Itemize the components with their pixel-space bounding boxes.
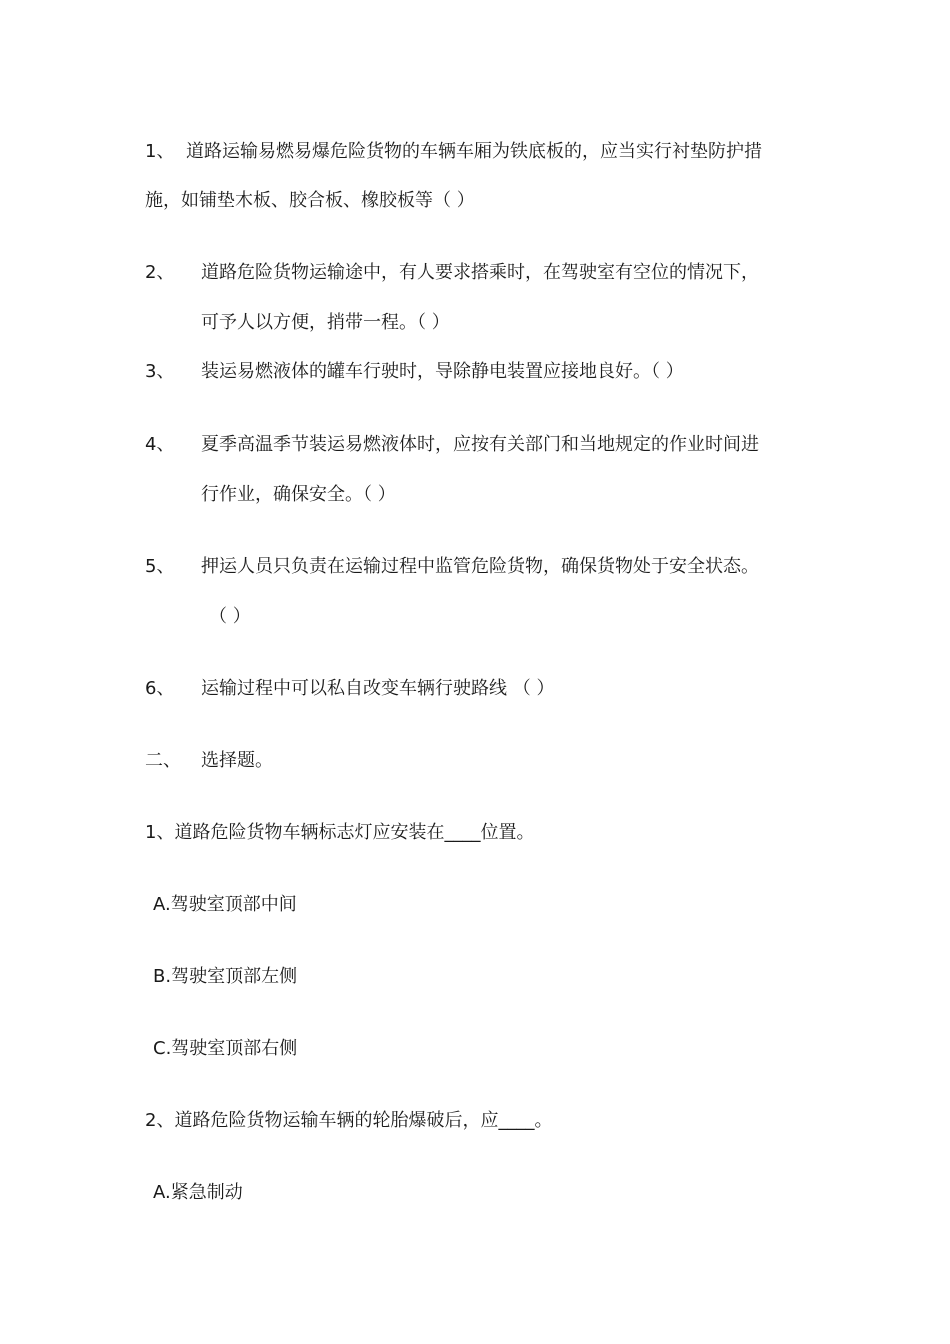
- question-5-number: 5、: [145, 556, 175, 577]
- question-5-text-line-1: 押运人员只负责在运输过程中监管危险货物，确保货物处于安全状态。: [201, 556, 759, 577]
- question-1-text-line-1: 道路运输易燃易爆危险货物的车辆车厢为铁底板的，应当实行衬垫防护措: [186, 141, 762, 162]
- choice-question-1-option-b: B.驾驶室顶部左侧: [153, 966, 298, 987]
- question-6-number: 6、: [145, 678, 175, 699]
- choice-question-1-option-a: A.驾驶室顶部中间: [153, 894, 297, 915]
- question-6-text-line-1: 运输过程中可以私自改变车辆行驶路线 （ ）: [201, 678, 555, 699]
- choice-question-1-option-c: C.驾驶室顶部右侧: [153, 1038, 298, 1059]
- question-2-number: 2、: [145, 262, 175, 283]
- question-1-text-line-2: 施，如铺垫木板、胶合板、橡胶板等（ ）: [145, 190, 475, 211]
- choice-question-2-option-a: A.紧急制动: [153, 1182, 243, 1203]
- question-4-text-line-2: 行作业，确保安全。（ ）: [201, 484, 396, 505]
- choice-question-2: 2、道路危险货物运输车辆的轮胎爆破后，应____。: [145, 1110, 553, 1131]
- section-two-number: 二、: [145, 750, 181, 771]
- question-2-text-line-1: 道路危险货物运输途中，有人要求搭乘时，在驾驶室有空位的情况下，: [201, 262, 759, 283]
- choice-question-1: 1、道路危险货物车辆标志灯应安装在____位置。: [145, 822, 535, 843]
- question-2-text-line-2: 可予人以方便，捎带一程。（ ）: [201, 312, 450, 333]
- question-4-text-line-1: 夏季高温季节装运易燃液体时，应按有关部门和当地规定的作业时间进: [201, 434, 759, 455]
- question-1-number: 1、: [145, 141, 175, 162]
- question-3-number: 3、: [145, 361, 175, 382]
- section-two-title: 选择题。: [201, 750, 273, 771]
- question-5-text-line-2: （ ）: [209, 606, 251, 627]
- question-4-number: 4、: [145, 434, 175, 455]
- question-3-text-line-1: 装运易燃液体的罐车行驶时，导除静电装置应接地良好。（ ）: [201, 361, 684, 382]
